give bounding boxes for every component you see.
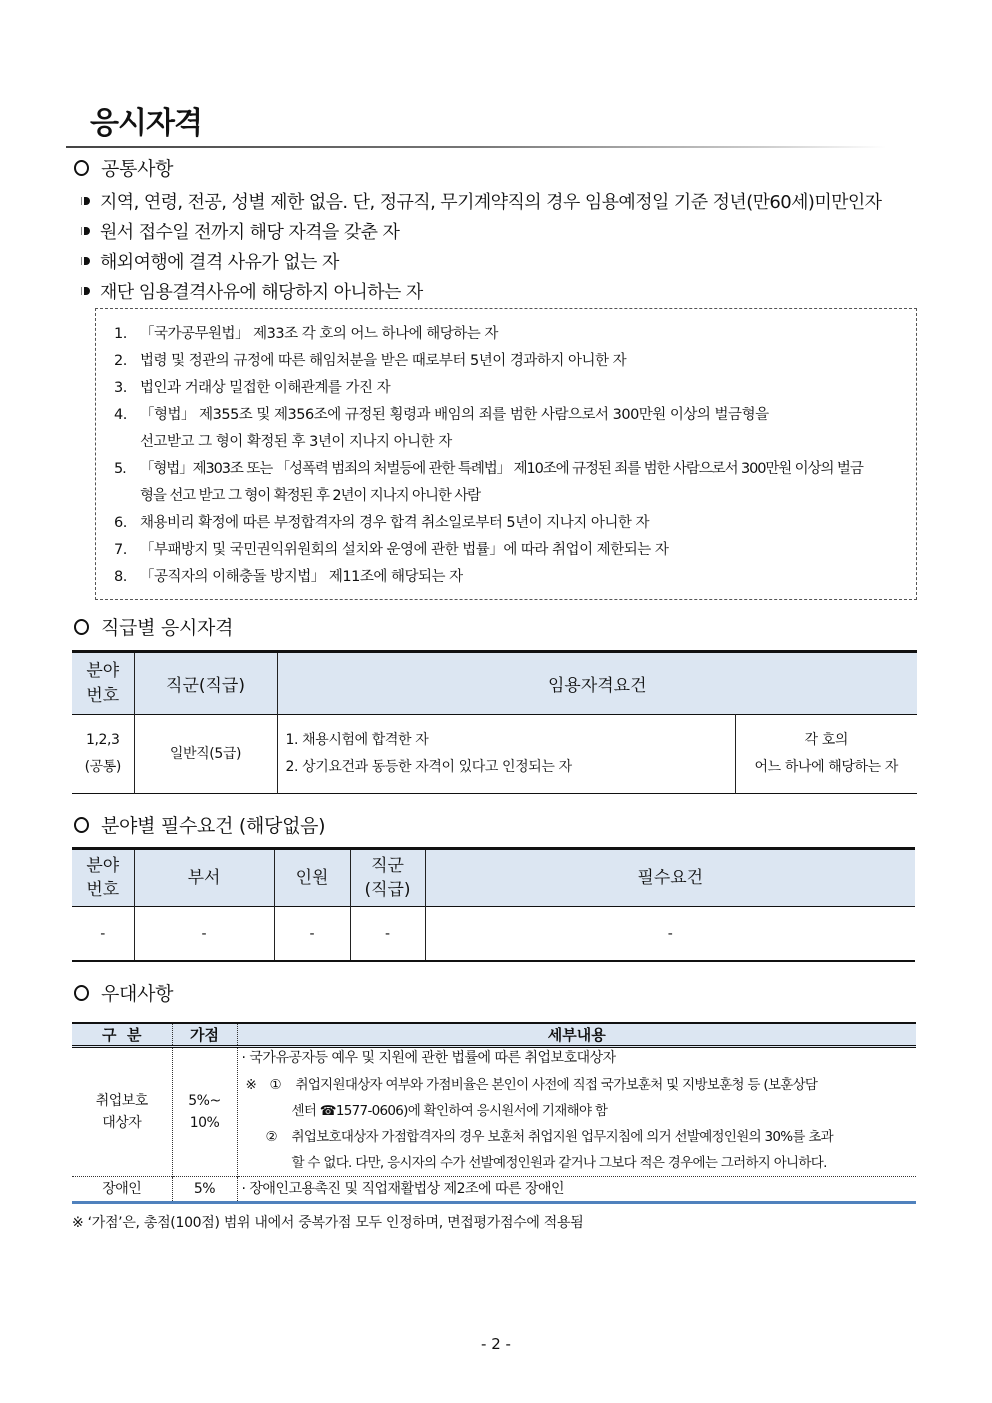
common-bullet-list	[80, 186, 881, 306]
bullet-icon	[84, 227, 90, 235]
section-title: 공통사항	[101, 158, 174, 180]
col-header-headcount: 인원	[274, 849, 350, 907]
list-item: 재단 임용결격사유에 해당하지 아니하는 자	[80, 276, 881, 306]
list-item: 3. 법인과 거래상 밀접한 이해관계를 가진 자	[114, 380, 391, 396]
cell-required: -	[425, 907, 915, 962]
list-item: 8. 「공직자의 이해충돌 방지법」 제11조에 해당되는 자	[114, 569, 463, 585]
section-title: 우대사항	[101, 983, 174, 1005]
circle-icon	[74, 160, 89, 176]
cell-bonus: 5%	[172, 1177, 237, 1203]
section-grade-heading	[74, 613, 233, 640]
circled-two: ②	[265, 1129, 277, 1145]
cell-requirements: 1. 채용시험에 합격한 자 2. 상기요건과 동등한 자격이 있다고 인정되는 자	[277, 715, 735, 794]
table-header-row	[72, 849, 915, 907]
col-header-details: 세부내용	[237, 1023, 916, 1047]
list-item: 원서 접수일 전까지 해당 자격을 갖춘 자	[80, 216, 881, 246]
section-field-heading	[74, 811, 325, 838]
section-title: 분야별 필수요건 (해당없음)	[101, 815, 326, 837]
cell-condition: 각 호의 어느 하나에 해당하는 자	[735, 715, 917, 794]
col-header-field-no: 분야 번호	[72, 849, 134, 907]
preferences-table	[72, 1022, 916, 1204]
table-row	[72, 715, 917, 794]
note-mark: ※	[245, 1077, 257, 1093]
section-common-heading	[74, 154, 173, 181]
col-header-field-no: 분야 번호	[72, 652, 134, 715]
col-header-bonus: 가점	[172, 1023, 237, 1047]
section-preferences-heading	[74, 979, 173, 1006]
table-row	[72, 907, 915, 962]
list-item: 5. 「형법」제303조 또는 「성폭력 범죄의 처벌등에 관한 특례법」 제10조에 규정된 죄를 범한 사람으로서 300만원 이상의 벌금 형을 선고 받고 그 형이 확정된 후 2년이 지나지 아니한 사람	[114, 461, 863, 504]
cell-headcount: -	[274, 907, 350, 962]
cell-category: 취업보호 대상자	[72, 1047, 172, 1177]
bullet-icon	[84, 257, 90, 265]
list-item: 4. 「형법」 제355조 및 제356조에 규정된 횡령과 배임의 죄를 범한 사람으로서 300만원 이상의 벌금형을 선고받고 그 형이 확정된 후 3년이 지나지 아니한 자	[114, 407, 769, 450]
col-header-job-group: 직군(직급)	[134, 652, 277, 715]
bullet-icon	[84, 197, 90, 205]
col-header-job-group: 직군 (직급)	[350, 849, 425, 907]
bullet-icon	[84, 287, 90, 295]
cell-field-no: -	[72, 907, 134, 962]
list-item: 2. 법령 및 정관의 규정에 따른 해임처분을 받은 때로부터 5년이 경과하지 아니한 자	[114, 353, 627, 369]
circled-one: ①	[269, 1077, 281, 1093]
circle-icon	[74, 817, 89, 833]
title-divider	[66, 146, 886, 148]
col-header-required: 필수요건	[425, 849, 915, 907]
cell-category: 장애인	[72, 1177, 172, 1203]
grade-qualification-table	[72, 650, 917, 794]
circle-icon	[74, 619, 89, 635]
cell-field-no: 1,2,3 (공통)	[72, 715, 134, 794]
page-number: - 2 -	[481, 1335, 511, 1353]
bonus-footnote: ※ ‘가점’은, 총점(100점) 범위 내에서 중복가점 모두 인정하며, 면접평가점수에 적용됨	[72, 1215, 584, 1231]
col-header-category: 구 분	[72, 1023, 172, 1047]
list-item: 해외여행에 결격 사유가 없는 자	[80, 246, 881, 276]
cell-job-group: -	[350, 907, 425, 962]
cell-bonus: 5%~ 10%	[172, 1047, 237, 1177]
cell-job-group: 일반직(5급)	[134, 715, 277, 794]
list-item: 7. 「부패방지 및 국민권익위원회의 설치와 운영에 관한 법률」에 따라 취업이 제한되는 자	[114, 542, 669, 558]
cell-department: -	[134, 907, 274, 962]
list-item: 6. 채용비리 확정에 따른 부정합격자의 경우 합격 취소일로부터 5년이 지나지 아니한 자	[114, 515, 650, 531]
list-item: 지역, 연령, 전공, 성별 제한 없음. 단, 정규직, 무기계약직의 경우 임용예정일 기준 정년(만60세)미만인자	[80, 186, 881, 216]
col-header-requirements: 임용자격요건	[277, 652, 917, 715]
col-header-department: 부서	[134, 849, 274, 907]
page-title: 응시자격	[90, 106, 202, 141]
list-item: 1. 「국가공무원법」 제33조 각 호의 어느 하나에 해당하는 자	[114, 326, 498, 342]
table-row	[72, 1047, 916, 1177]
disqualification-box	[95, 308, 917, 600]
circle-icon	[74, 985, 89, 1001]
table-header-row	[72, 1023, 916, 1047]
table-header-row	[72, 652, 917, 715]
cell-details: · 장애인고용촉진 및 직업재활법상 제2조에 따른 장애인	[237, 1177, 916, 1203]
table-row	[72, 1177, 916, 1203]
cell-details: · 국가유공자등 예우 및 지원에 관한 법률에 따른 취업보호대상자 ※ ① 취업지원대상자 여부와 가점비율은 본인이 사전에 직접 국가보훈처 및 지방보훈청 등 (보훈상담 센터 ☎1577-0606)에 확인하여 응시원서에 기재해야 함 ② 취업보호대상자 가점합격자의 경우 보훈처 취업지원 업무지침에 의거 선발예정인원의 30%를 초과 할 수 없다. 다만, 응시자의 수가 선발예정인원과 같거나 그보다 적은 경우에는 그러하지 아니하다.	[237, 1047, 916, 1177]
section-title: 직급별 응시자격	[101, 617, 234, 639]
field-requirement-table	[72, 847, 915, 962]
